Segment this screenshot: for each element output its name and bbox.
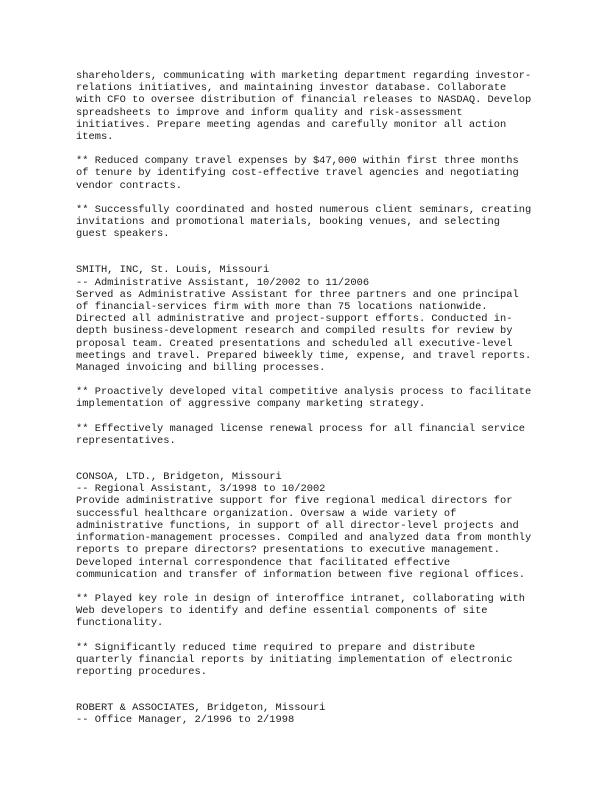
job-description: Served as Administrative Assistant for three partners and one principal of financial-services firm with more than 75 locations nationwide. Directed all administrative and project-support efforts. Conducted in- depth business-development research and compiled results for review by proposal team. Created presentations and scheduled all executive-level meetings and travel. Prepared biweekly time, expense, and travel reports. Managed invoicing and billing processes.: [76, 288, 532, 375]
job-entry-robert: [76, 702, 556, 726]
job-company: ROBERT & ASSOCIATES, Bridgeton, Missouri: [76, 702, 326, 715]
intro-bullet-2: ** Successfully coordinated and hosted numerous client seminars, creating invitations and promotional materials, booking venues, and selecting guest speakers.: [76, 203, 532, 241]
job-bullet: ** Played key role in design of interoffice intranet, collaborating with Web developers to identify and define essential components of site functionality.: [76, 592, 525, 630]
job-bullet: ** Significantly reduced time required to prepare and distribute quarterly financial reports by initiating implementation of electronic reporting procedures.: [76, 641, 513, 678]
job-entry-consoa: [76, 471, 556, 678]
job-description: Provide administrative support for five regional medical directors for successful healthcare organization. Oversaw a wide variety of administrative functions, in support of all director-level projects and information-management processes. Compiled and analyzed data from monthly reports to prepare directors? presentations to executive management. Developed internal correspondence that facilitated effective communication and transfer of information between five regional offices.: [76, 495, 532, 581]
job-role: -- Administrative Assistant, 10/2002 to 11/2006: [76, 276, 370, 289]
job-company: CONSOA, LTD., Bridgeton, Missouri: [76, 471, 282, 484]
resume-page: [76, 70, 556, 727]
job-role: -- Office Manager, 2/1996 to 2/1998: [76, 714, 295, 727]
intro-paragraph: shareholders, communicating with marketing department regarding investor- relations initiatives, and maintaining investor database. Collaborate with CFO to oversee distribution of financial releases to NASDAQ. Develop spreadsheets to improve and inform quality and risk-assessment initiatives. Prepare meeting agendas and carefully monitor all action items.: [76, 70, 532, 144]
job-entry-smith: [76, 264, 556, 447]
intro-bullet-1: ** Reduced company travel expenses by $47,000 within first three months of tenure by identifying cost-effective travel agencies and negotiating vendor contracts.: [76, 155, 519, 192]
job-role: -- Regional Assistant, 3/1998 to 10/2002: [76, 483, 326, 496]
job-company: SMITH, INC, St. Louis, Missouri: [76, 264, 270, 277]
job-bullet: ** Effectively managed license renewal process for all financial service representatives.: [76, 422, 525, 447]
job-bullet: ** Proactively developed vital competitive analysis process to facilitate implementation of aggressive company marketing strategy.: [76, 386, 532, 411]
